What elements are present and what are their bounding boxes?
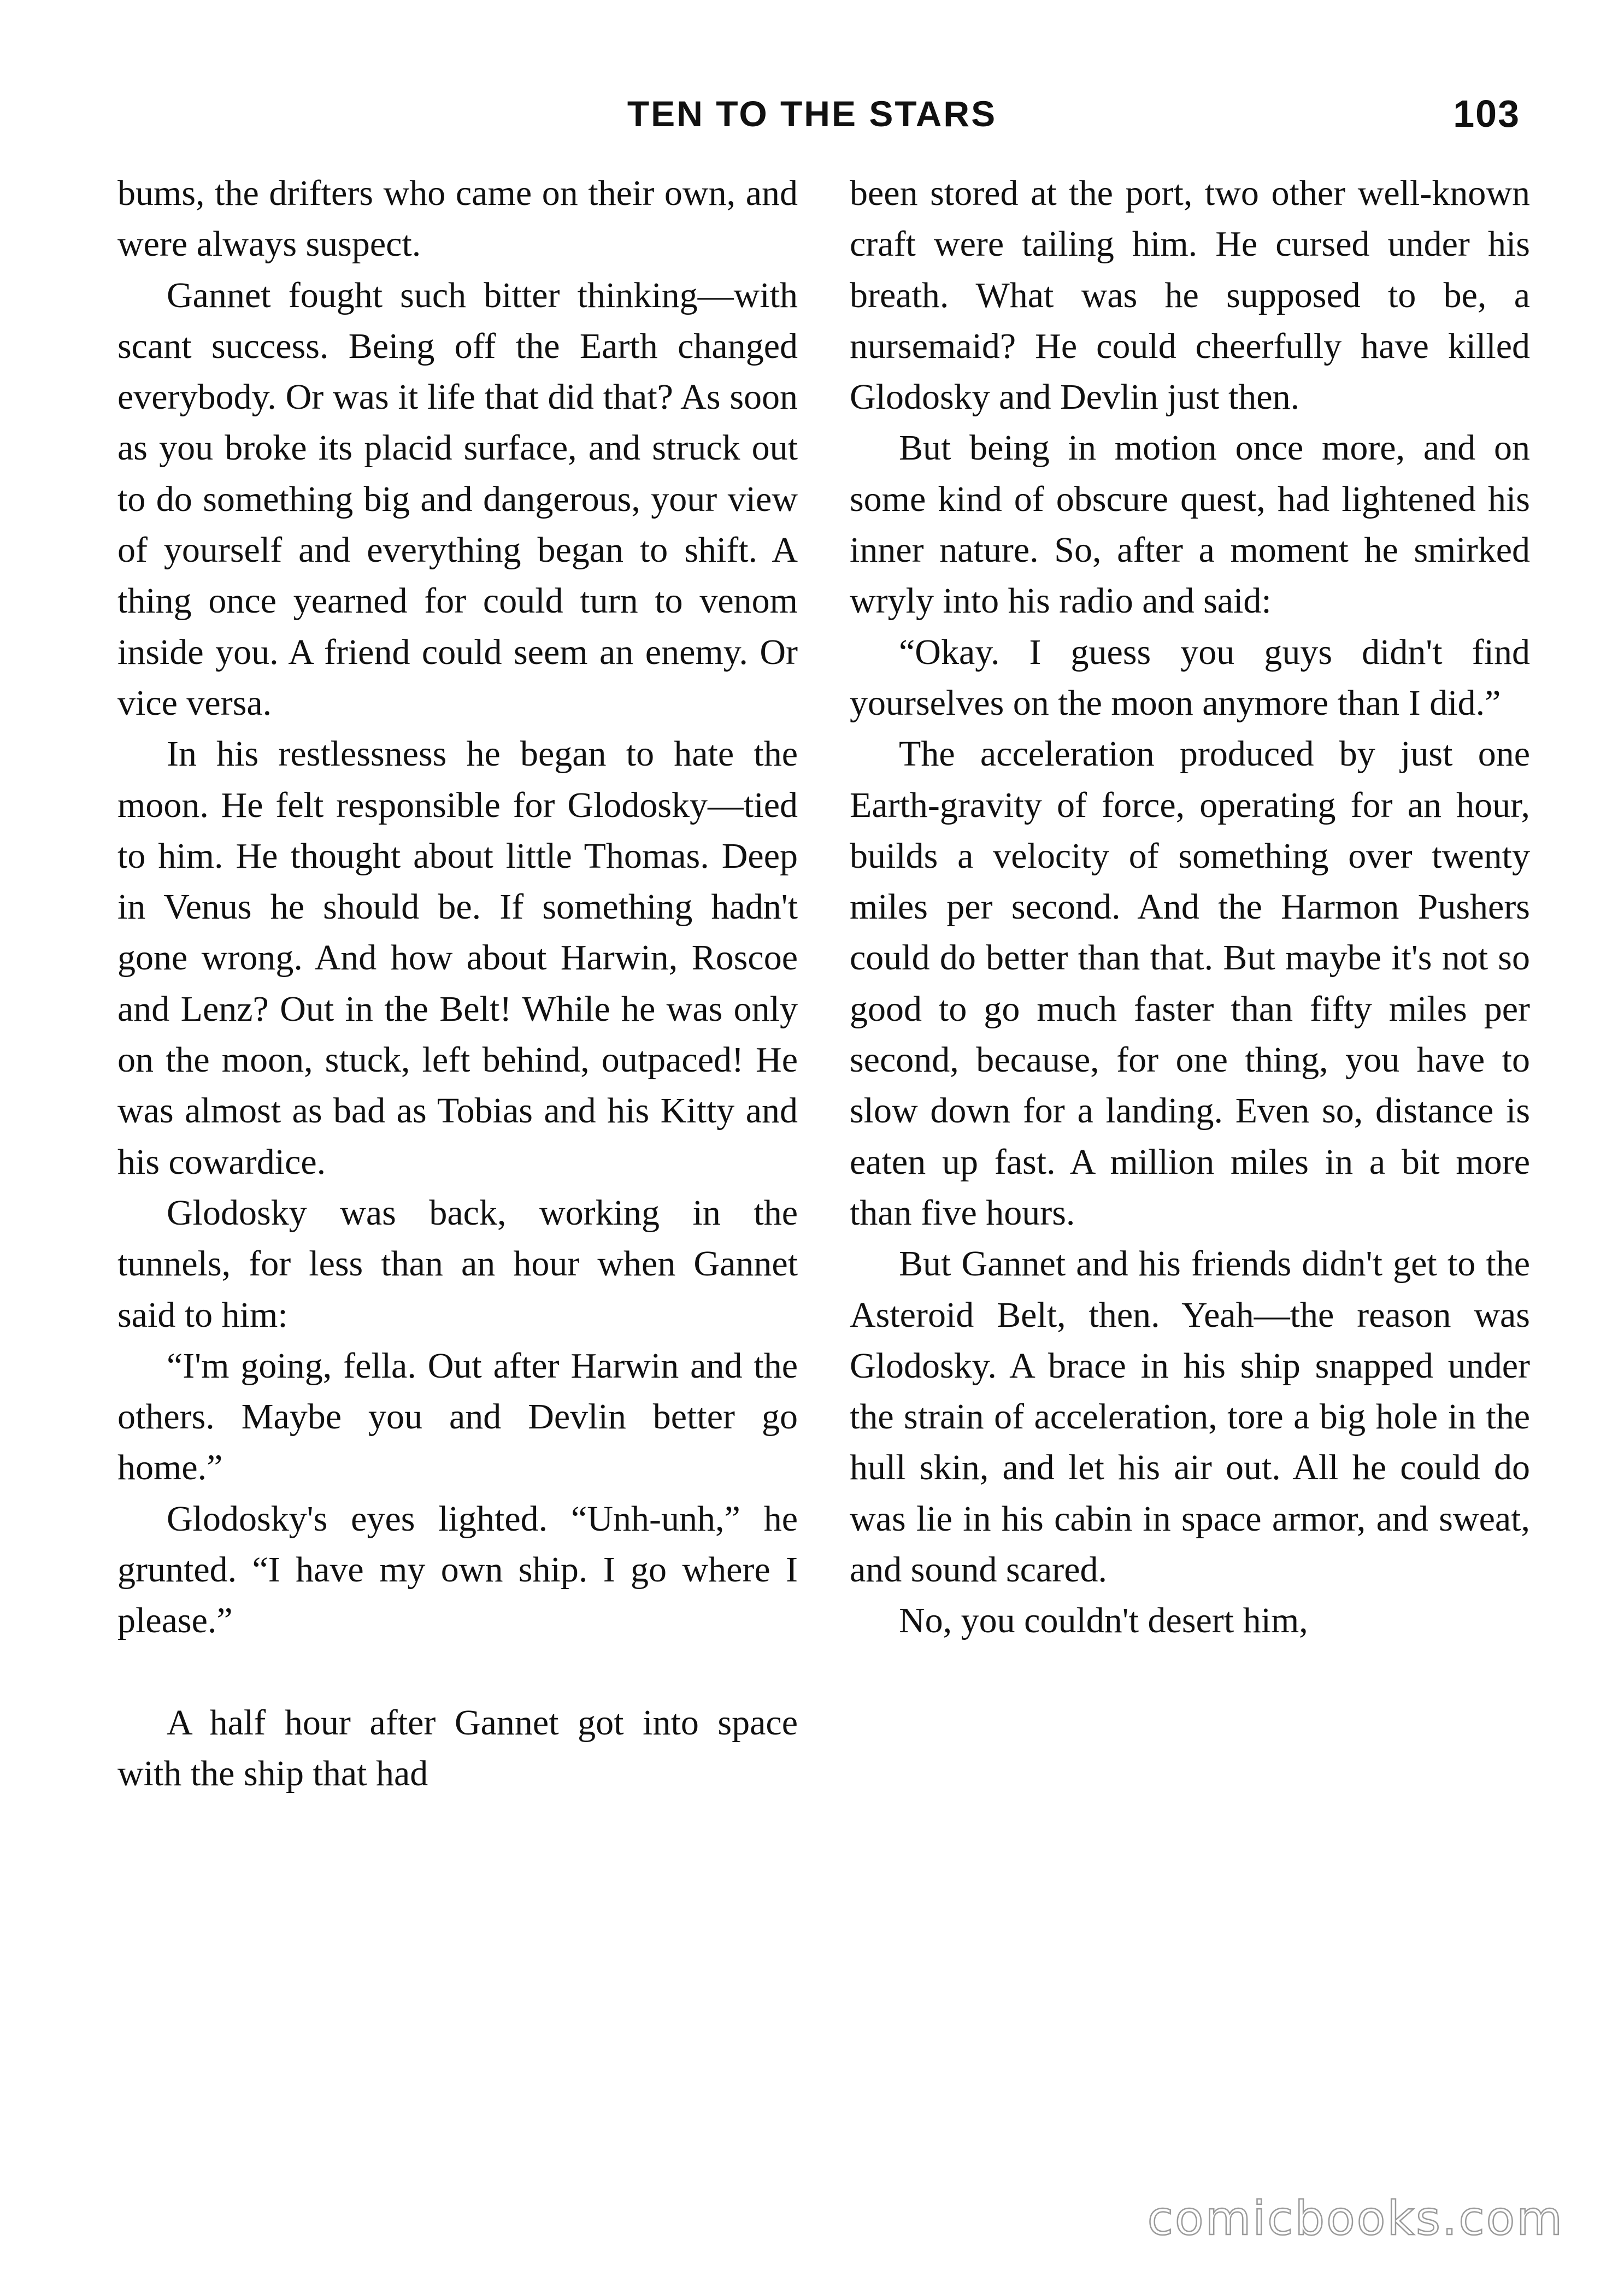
running-title: TEN TO THE STARS bbox=[627, 93, 997, 134]
paragraph: But being in motion once more, and on some kind of obscure quest, had lightened his inner nature. So, after a moment he smirked wryly into his radio and said: bbox=[850, 428, 1530, 621]
paragraph: But Gannet and his friends didn't get to the Asteroid Belt, then. Yeah—the reason was Glodosky. A brace in his ship snapped under the strain of acceleration, tore a big hole in the hull skin, and let his air out. All he could do was lie in his cabin in space armor, and sweat, and sound scared. bbox=[850, 1244, 1530, 1590]
right-column bbox=[850, 168, 1530, 1646]
paragraph: Gannet fought such bitter thinking—with scant success. Being off the Earth changed everybody. Or was it life that did that? As soon as you broke its placid surface, and struck out to do something big and dangerous, your view of yourself and everything began to shift. A thing once yearned for could turn to venom inside you. A friend could seem an enemy. Or vice versa. bbox=[117, 275, 798, 723]
paragraph: Glodosky's eyes lighted. “Unh-unh,” he grunted. “I have my own ship. I go where I please.” bbox=[117, 1498, 798, 1641]
paragraph: bums, the drifters who came on their own, and were always suspect. bbox=[117, 173, 798, 264]
paragraph: Glodosky was back, working in the tunnels, for less than an hour when Gannet said to him: bbox=[117, 1192, 798, 1335]
paragraph: “Okay. I guess you guys didn't find yourselves on the moon anymore than I did.” bbox=[850, 632, 1530, 723]
page-number: 103 bbox=[1453, 92, 1520, 135]
paragraph: No, you couldn't desert him, bbox=[899, 1601, 1308, 1641]
paragraph: In his restlessness he began to hate the moon. He felt responsible for Glodosky—tied to him. He thought about little Thomas. Deep in Venus he should be. If something hadn't gone wrong. And how about Harwin, Roscoe and Lenz? Out in the Belt! While he was only on the moon, stuck, left behind, outpaced! He was almost as bad as Tobias and his Kitty and his cowardice. bbox=[117, 734, 798, 1182]
paragraph: “I'm going, fella. Out after Harwin and the others. Maybe you and Devlin better go home.” bbox=[117, 1345, 798, 1488]
paragraph: A half hour after Gannet got into space with the ship that had bbox=[117, 1702, 798, 1793]
page-header bbox=[0, 82, 1624, 148]
paragraph: The acceleration produced by just one Earth-gravity of force, operating for an hour, builds a velocity of something over twenty miles per second. And the Harmon Pushers could do better than that. But maybe it's not so good to go much faster than fifty miles per second, because, for one thing, you have to slow down for a landing. Even so, distance is eaten up fast. A million miles in a bit more than five hours. bbox=[850, 734, 1530, 1233]
watermark: comicbooks.com bbox=[1147, 2191, 1564, 2246]
left-column bbox=[117, 168, 798, 1799]
paragraph: been stored at the port, two other well-known craft were tailing him. He cursed under his breath. What was he supposed to be, a nursemaid? He could cheerfully have killed Glodosky and Devlin just then. bbox=[850, 173, 1530, 417]
